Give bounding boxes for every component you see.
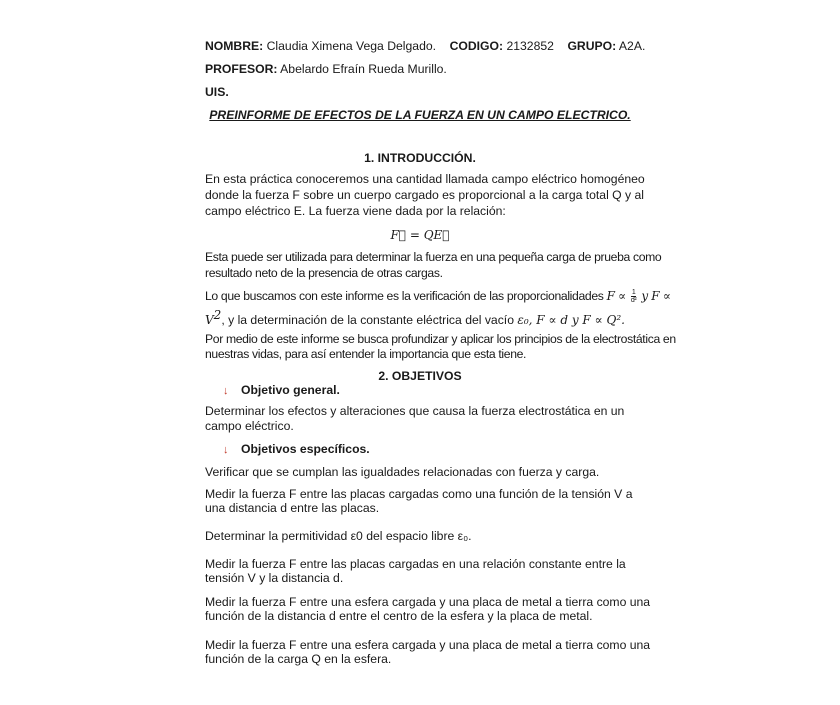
- grupo-label: GRUPO:: [567, 39, 617, 53]
- math-proportional: F ∝: [606, 289, 626, 303]
- objective-item: Medir la fuerza F entre las placas cargadas como una función de la tensión V a: [205, 487, 633, 501]
- codigo-value: 2132852: [506, 39, 554, 53]
- nombre-label: NOMBRE:: [205, 39, 264, 53]
- institution-text: UIS.: [205, 85, 229, 99]
- paragraph-line: Esta puede ser utilizada para determinar la fuerza en una pequeña carga de prueba como: [205, 250, 662, 264]
- math-proportional-2: y F ∝: [641, 289, 671, 303]
- objective-item: Verificar que se cumplan las igualdades relacionadas con fuerza y carga.: [205, 465, 600, 479]
- objective-item: una distancia d entre las placas.: [205, 501, 380, 515]
- objective-item: Medir la fuerza F entre una esfera cargada y una placa de metal a tierra como una: [205, 595, 651, 609]
- objective-item: Medir la fuerza F entre las placas cargadas en una relación constante entre la: [205, 557, 626, 571]
- objective-item: función de la carga Q en la esfera.: [205, 652, 392, 666]
- paragraph-line: Determinar los efectos y alteraciones que causa la fuerza electrostática en un: [205, 404, 625, 418]
- math-voltage: V: [205, 313, 214, 328]
- paragraph-text: Lo que buscamos con este informe es la verificación de las proporcionalidades: [205, 289, 604, 303]
- fraction-inverse-square: [631, 289, 637, 304]
- arrow-bullet-icon: ↓: [223, 385, 229, 397]
- paragraph-line: campo eléctrico.: [205, 419, 294, 433]
- paragraph-line: Por medio de este informe se busca profundizar y aplicar los principios de la electrostática en: [205, 332, 676, 346]
- codigo-label: CODIGO:: [449, 39, 504, 53]
- paragraph-line: donde la fuerza F sobre un cuerpo cargado es proporcional a la carga total Q y al: [205, 188, 645, 202]
- objective-general-heading: [205, 383, 340, 399]
- paragraph-line: En esta práctica conoceremos una cantidad llamada campo eléctrico homogéneo: [205, 172, 645, 186]
- objective-general-label: Objetivo general.: [241, 383, 340, 397]
- fraction-numerator: 1: [631, 289, 636, 297]
- equation-force: F⃗ = QE⃗: [390, 228, 450, 242]
- math-relations: ε₀, F ∝ d y F ∝ Q².: [517, 313, 625, 328]
- objective-specific-label: Objetivos específicos.: [241, 442, 370, 456]
- document-title: PREINFORME DE EFECTOS DE LA FUERZA EN UN CAMPO ELECTRICO.: [209, 108, 631, 122]
- header-line-1: [205, 39, 645, 54]
- paragraph-line-proportionality: [205, 289, 671, 304]
- profesor-label: PROFESOR:: [205, 62, 278, 76]
- paragraph-line-constant: $V^2$, y la determinación de la constante eléctrica del vacío ε₀, F ∝ d y F ∝ Q².: [205, 308, 625, 328]
- section-heading-introduccion: 1. INTRODUCCIÓN.: [364, 151, 476, 165]
- objective-item: función de la distancia d entre el centro de la esfera y la placa de metal.: [205, 609, 593, 623]
- section-heading-objetivos: 2. OBJETIVOS: [378, 369, 462, 383]
- nombre-value: Claudia Ximena Vega Delgado.: [266, 39, 437, 53]
- institution: [205, 85, 229, 100]
- arrow-bullet-icon: ↓: [223, 444, 229, 456]
- objective-item: Medir la fuerza F entre una esfera cargada y una placa de metal a tierra como una: [205, 638, 651, 652]
- paragraph-line: campo eléctrico E. La fuerza viene dada por la relación:: [205, 204, 506, 218]
- objective-specific-heading: [205, 442, 370, 458]
- objective-item: Determinar la permitividad ε0 del espacio libre ε₀.: [205, 529, 472, 543]
- header-line-2: [205, 62, 447, 77]
- profesor-value: Abelardo Efraín Rueda Murillo.: [280, 62, 447, 76]
- grupo-value: A2A.: [618, 39, 646, 53]
- fraction-denominator: d²: [630, 297, 637, 305]
- objective-item: tensión V y la distancia d.: [205, 571, 344, 585]
- paragraph-line: nuestras vidas, para así entender la importancia que esta tiene.: [205, 347, 527, 361]
- paragraph-line: resultado neto de la presencia de otras cargas.: [205, 266, 443, 280]
- paragraph-text: , y la determinación de la constante eléctrica del vacío: [221, 313, 514, 328]
